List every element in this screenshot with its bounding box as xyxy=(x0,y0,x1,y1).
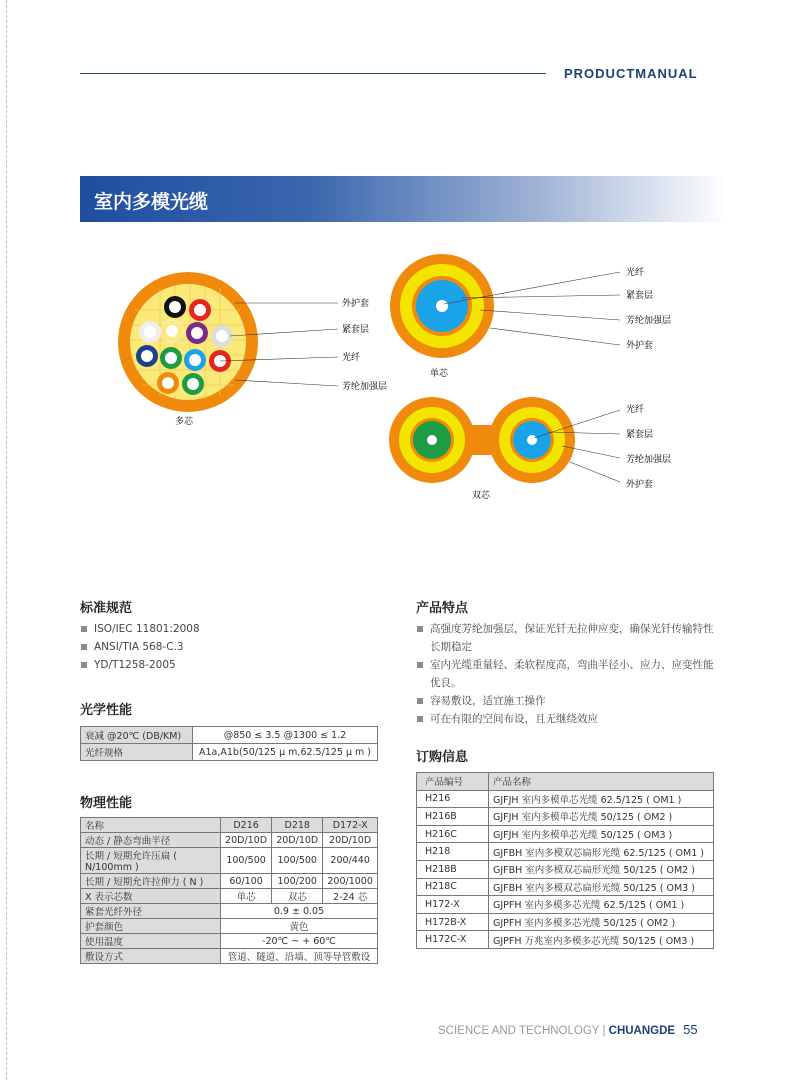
manual-label: PRODUCTMANUAL xyxy=(564,66,698,81)
table-cell: 长期 / 短期允许拉伸力 ( N ) xyxy=(81,874,221,889)
standards-title: 标准规范 xyxy=(80,601,133,616)
list-item: ANSI/TIA 568-C.3 xyxy=(80,638,380,656)
features-list xyxy=(416,620,736,728)
page-fold-guide xyxy=(6,0,7,1080)
table-cell: 长期 / 短期允许压扁 ( N/100mm ) xyxy=(81,848,221,874)
table-cell: 200/440 xyxy=(323,848,378,874)
table-cell: H172-X xyxy=(417,896,489,914)
list-item: YD/T1258-2005 xyxy=(80,656,380,674)
table-cell: 2-24 芯 xyxy=(323,889,378,904)
list-item: 室内光缆重量轻、柔软程度高，弯曲半径小、应力、应变性能 xyxy=(416,656,736,674)
dual-core-caption: 双芯 xyxy=(472,491,491,501)
table-cell: GJFJH 室内多模单芯光缆 62.5/125 ( OM1 ) xyxy=(489,790,714,808)
order-table xyxy=(416,772,714,949)
table-cell: A1a,A1b(50/125 μ m,62.5/125 μ m ) xyxy=(193,744,378,761)
table-row xyxy=(81,874,378,889)
single-core-caption: 单芯 xyxy=(430,369,449,379)
list-item-continued: 长期稳定 xyxy=(430,641,472,653)
list-item-continued: 优良。 xyxy=(430,677,462,689)
table-cell: 动态 / 静态弯曲半径 xyxy=(81,833,221,848)
page-title: 室内多模光缆 xyxy=(94,191,209,213)
table-cell: 100/500 xyxy=(221,848,272,874)
single-label-outer-sheath: 外护套 xyxy=(626,341,654,351)
table-cell: GJPFH 室内多模多芯光缆 62.5/125 ( OM1 ) xyxy=(489,896,714,914)
single-label-aramid: 芳纶加强层 xyxy=(626,316,672,326)
table-row xyxy=(81,949,378,964)
multi-core-cable-icon xyxy=(118,272,338,412)
table-cell: 100/200 xyxy=(272,874,323,889)
table-cell: 产品编号 xyxy=(417,773,489,791)
table-row xyxy=(81,744,378,761)
table-header-row xyxy=(417,773,714,791)
table-cell: 20D/10D xyxy=(272,833,323,848)
table-row xyxy=(81,934,378,949)
single-label-fiber: 光纤 xyxy=(626,268,645,278)
table-cell: GJFBH 室内多模双芯扁形光缆 62.5/125 ( OM1 ) xyxy=(489,843,714,861)
table-cell: X 表示芯数 xyxy=(81,889,221,904)
table-cell: 黄色 xyxy=(221,919,378,934)
list-item: 容易敷设，适宜施工操作 xyxy=(416,692,736,710)
single-core-cable-icon xyxy=(390,254,620,358)
table-row xyxy=(417,808,714,826)
list-item: 高强度芳纶加强层，保证光钎无拉伸应变，确保光钎传输特性 xyxy=(416,620,736,638)
dual-label-fiber: 光纤 xyxy=(626,405,645,415)
table-row xyxy=(81,919,378,934)
table-cell: 20D/10D xyxy=(221,833,272,848)
table-cell: -20℃ ~ + 60℃ xyxy=(221,934,378,949)
table-cell: 名称 xyxy=(81,818,221,833)
table-cell: GJPFH 万兆室内多模多芯光缆 50/125 ( OM3 ) xyxy=(489,931,714,949)
table-cell: 护套颜色 xyxy=(81,919,221,934)
table-cell: H216 xyxy=(417,790,489,808)
table-row xyxy=(417,878,714,896)
dual-label-outer-sheath: 外护套 xyxy=(626,480,654,490)
multi-label-aramid: 芳纶加强层 xyxy=(342,382,388,392)
table-row xyxy=(81,848,378,874)
optical-table xyxy=(80,726,378,761)
table-row xyxy=(81,889,378,904)
table-row xyxy=(81,904,378,919)
table-cell: H172B-X xyxy=(417,913,489,931)
table-cell: H218C xyxy=(417,878,489,896)
table-cell: 20D/10D xyxy=(323,833,378,848)
features-title: 产品特点 xyxy=(416,601,469,616)
table-row xyxy=(417,931,714,949)
table-cell: GJFJH 室内多模单芯光缆 50/125 ( OM2 ) xyxy=(489,808,714,826)
table-row xyxy=(417,825,714,843)
table-cell: @850 ≤ 3.5 @1300 ≤ 1.2 xyxy=(193,727,378,744)
table-row xyxy=(417,790,714,808)
table-header-row xyxy=(81,818,378,833)
table-cell: 200/1000 xyxy=(323,874,378,889)
standards-list xyxy=(80,620,380,674)
table-cell: D218 xyxy=(272,818,323,833)
table-row xyxy=(417,843,714,861)
page-number: 55 xyxy=(683,1022,698,1037)
table-row xyxy=(417,860,714,878)
table-cell: 管道、隧道、沿墙、顶等导管敷设 xyxy=(221,949,378,964)
table-cell: 光纤规格 xyxy=(81,744,193,761)
table-cell: H216B xyxy=(417,808,489,826)
footer-brand: CHUANGDE xyxy=(608,1025,676,1037)
table-cell: 紧套光纤外径 xyxy=(81,904,221,919)
multi-label-outer-sheath: 外护套 xyxy=(342,299,370,309)
table-cell: GJFBH 室内多模双芯扁形光缆 50/125 ( OM3 ) xyxy=(489,878,714,896)
table-cell: 双芯 xyxy=(272,889,323,904)
section-banner xyxy=(80,176,728,222)
dual-core-cable-icon xyxy=(389,397,620,483)
table-cell: 单芯 xyxy=(221,889,272,904)
table-cell: D216 xyxy=(221,818,272,833)
multi-label-fiber: 光纤 xyxy=(342,353,361,363)
table-row xyxy=(81,833,378,848)
table-cell: H216C xyxy=(417,825,489,843)
table-row xyxy=(81,727,378,744)
table-cell: 敷设方式 xyxy=(81,949,221,964)
physical-table xyxy=(80,817,378,964)
order-title: 订购信息 xyxy=(416,750,469,765)
list-item: ISO/IEC 11801:2008 xyxy=(80,620,380,638)
table-cell: GJFJH 室内多模单芯光缆 50/125 ( OM3 ) xyxy=(489,825,714,843)
table-cell: GJPFH 室内多模多芯光缆 50/125 ( OM2 ) xyxy=(489,913,714,931)
table-cell: 100/500 xyxy=(272,848,323,874)
table-cell: 60/100 xyxy=(221,874,272,889)
table-cell: 产品名称 xyxy=(489,773,714,791)
table-cell: H218B xyxy=(417,860,489,878)
optical-title: 光学性能 xyxy=(80,703,133,718)
table-row xyxy=(417,896,714,914)
table-cell: H218 xyxy=(417,843,489,861)
table-cell: 衰减 @20℃ (DB/KM) xyxy=(81,727,193,744)
table-cell: H172C-X xyxy=(417,931,489,949)
dual-label-aramid: 芳纶加强层 xyxy=(626,455,672,465)
dual-label-tight-buffer: 紧套层 xyxy=(626,430,654,440)
single-label-tight-buffer: 紧套层 xyxy=(626,291,654,301)
list-item: 可在有限的空间布设，且无继绕效应 xyxy=(416,710,736,728)
table-cell: 0.9 ± 0.05 xyxy=(221,904,378,919)
table-cell: D172-X xyxy=(323,818,378,833)
table-row xyxy=(417,913,714,931)
table-cell: GJFBH 室内多模双芯扁形光缆 50/125 ( OM2 ) xyxy=(489,860,714,878)
multi-core-caption: 多芯 xyxy=(175,417,194,427)
physical-title: 物理性能 xyxy=(80,796,133,811)
table-cell: 使用温度 xyxy=(81,934,221,949)
footer-tagline: SCIENCE AND TECHNOLOGY | xyxy=(438,1025,609,1037)
page-footer xyxy=(438,1022,698,1037)
header-rule xyxy=(80,73,546,74)
multi-label-tight-buffer: 紧套层 xyxy=(342,325,370,335)
cable-cross-section-diagram xyxy=(80,240,730,510)
